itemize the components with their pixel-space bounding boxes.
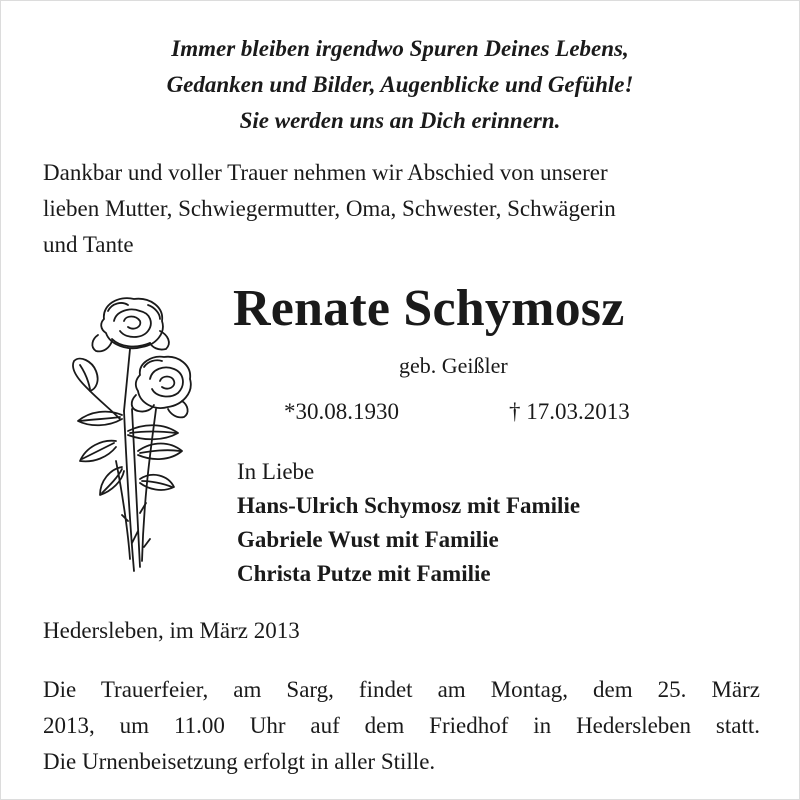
mourner-family: Christa Putze mit Familie [237, 561, 491, 586]
funeral-notice [43, 672, 760, 780]
mourner-family: Gabriele Wust mit Familie [237, 527, 499, 552]
maiden-name: geb. Geißler [399, 353, 508, 378]
deceased-name: Renate Schymosz [233, 280, 625, 337]
rose-leaves [78, 412, 182, 495]
place-and-date: Hedersleben, im März 2013 [43, 618, 300, 643]
intro-line: lieben Mutter, Schwiegermutter, Oma, Schwester, Schwägerin [43, 196, 616, 221]
intro-line: und Tante [43, 232, 134, 257]
rose-bloom-lower [132, 357, 191, 418]
verse-line: Immer bleiben irgendwo Spuren Deines Lebens, [171, 36, 629, 61]
death-date: † 17.03.2013 [509, 399, 630, 424]
mourner-family: Hans-Ulrich Schymosz mit Familie [237, 493, 581, 518]
notice-line: 2013, um 11.00 Uhr auf dem Friedhof in Hedersleben statt. [43, 713, 760, 738]
memorial-verse [41, 31, 759, 139]
birth-date: *30.08.1930 [284, 399, 399, 424]
verse-line: Gedanken und Bilder, Augenblicke und Gefühle! [166, 72, 634, 97]
rose-icon [56, 291, 206, 576]
rose-stems [116, 409, 156, 571]
rose-bud-left [73, 359, 120, 419]
farewell-intro [43, 155, 773, 263]
rose-bloom-top [92, 298, 169, 351]
notice-line: Die Urnenbeisetzung erfolgt in aller Stille. [43, 749, 436, 774]
mourners-intro: In Liebe [237, 459, 315, 484]
mourners-list [237, 489, 580, 591]
verse-line: Sie werden uns an Dich erinnern. [239, 108, 561, 133]
intro-line: Dankbar und voller Trauer nehmen wir Abschied von unserer [43, 160, 608, 185]
notice-line: Die Trauerfeier, am Sarg, findet am Montag, dem 25. März [43, 677, 760, 702]
